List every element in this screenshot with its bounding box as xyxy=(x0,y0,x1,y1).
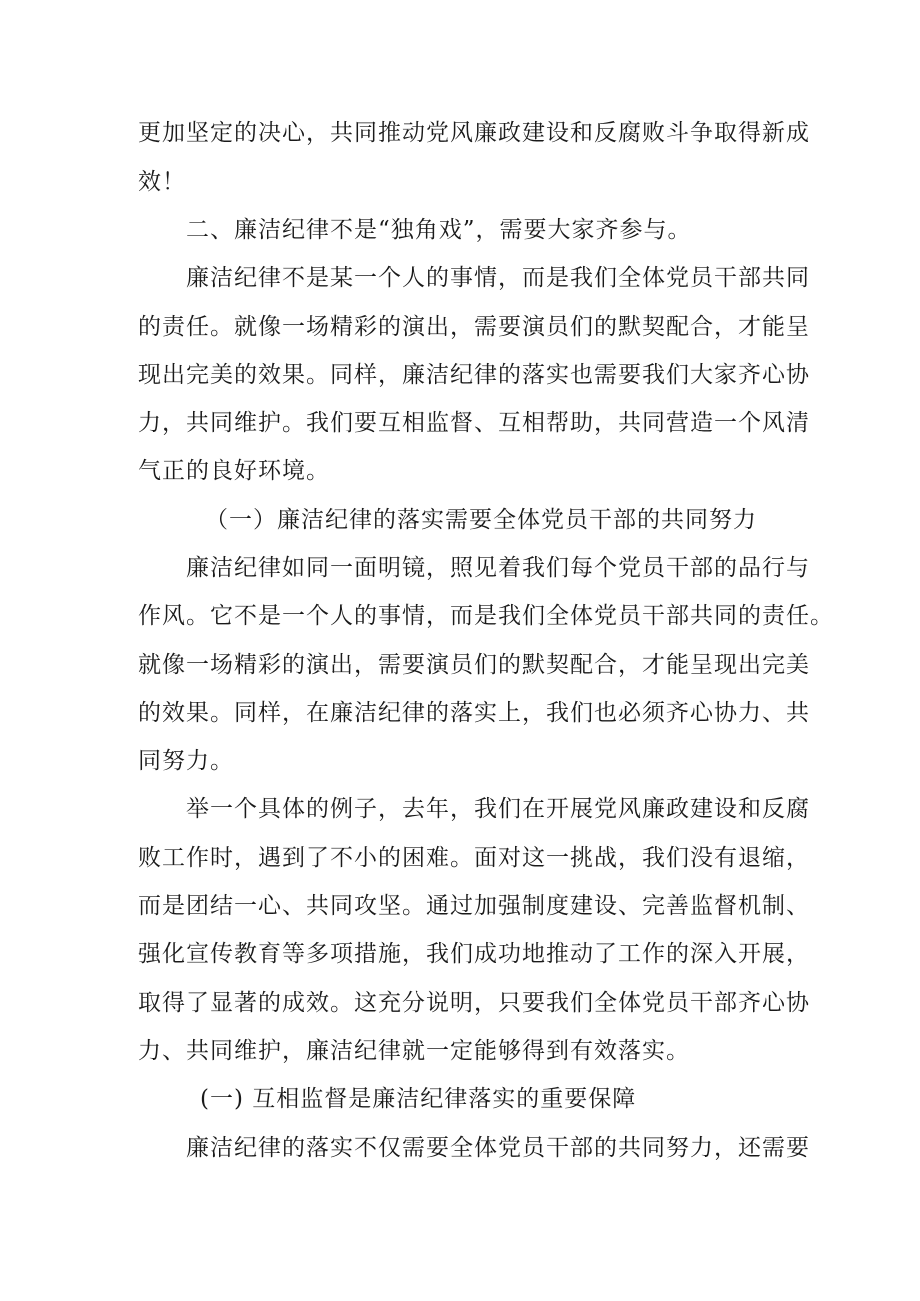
text-line: 力、共同维护，廉洁纪律就一定能够得到有效落实。 xyxy=(138,1038,690,1064)
subsection-heading: (一) 互相监督是廉洁纪律落实的重要保障 xyxy=(200,1086,637,1112)
text-line: 的效果。同样，在廉洁纪律的落实上，我们也必须齐心协力、共 xyxy=(138,700,810,726)
text-line: 举一个具体的例子，去年，我们在开展党风廉政建设和反腐 xyxy=(186,796,810,822)
text-line: 作风。它不是一个人的事情，而是我们全体党员干部共同的责任。 xyxy=(138,603,834,629)
text-line: 廉洁纪律的落实不仅需要全体党员干部的共同努力，还需要 xyxy=(186,1135,810,1161)
text-line: 取得了显著的成效。这充分说明，只要我们全体党员干部齐心协 xyxy=(138,990,810,1016)
text-line: 效！ xyxy=(138,169,186,195)
text-line: 力，共同维护。我们要互相监督、互相帮助，共同营造一个风清 xyxy=(138,410,810,436)
text-line: 而是团结一心、共同攻坚。通过加强制度建设、完善监督机制、 xyxy=(138,893,810,919)
text-line: 廉洁纪律如同一面明镜，照见着我们每个党员干部的品行与 xyxy=(186,555,810,581)
text-line: 现出完美的效果。同样，廉洁纪律的落实也需要我们大家齐心协 xyxy=(138,362,810,388)
subsection-heading: （一）廉洁纪律的落实需要全体党员干部的共同努力 xyxy=(205,507,757,533)
text-line: 廉洁纪律不是某一个人的事情，而是我们全体党员干部共同 xyxy=(186,265,810,291)
text-line: 更加坚定的决心，共同推动党风廉政建设和反腐败斗争取得新成 xyxy=(138,120,810,146)
section-heading: 二、廉洁纪律不是“独角戏”，需要大家齐参与。 xyxy=(186,217,692,243)
text-line: 气正的良好环境。 xyxy=(138,458,330,484)
text-line: 败工作时，遇到了不小的困难。面对这一挑战，我们没有退缩， xyxy=(138,845,810,871)
text-line: 就像一场精彩的演出，需要演员们的默契配合，才能呈现出完美 xyxy=(138,652,810,678)
text-line: 的责任。就像一场精彩的演出，需要演员们的默契配合，才能呈 xyxy=(138,314,810,340)
text-line: 同努力。 xyxy=(138,748,234,774)
text-line: 强化宣传教育等多项措施，我们成功地推动了工作的深入开展， xyxy=(138,941,810,967)
